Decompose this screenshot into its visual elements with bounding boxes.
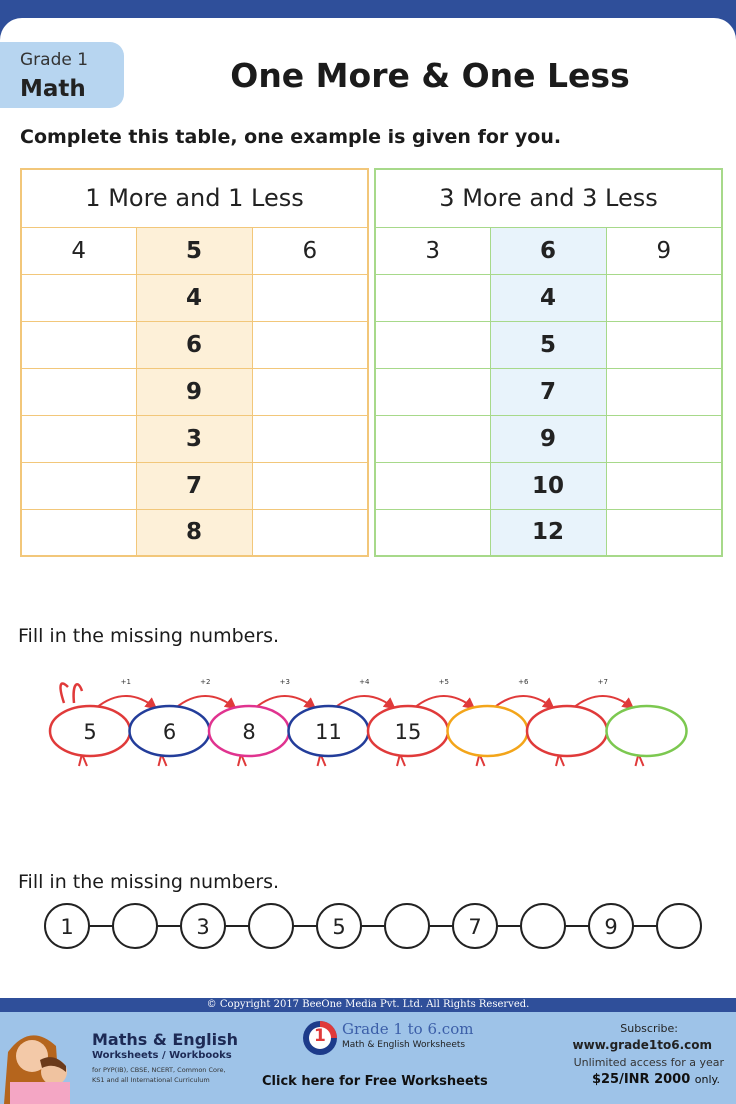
logo-title: Grade 1 to 6.com <box>342 1020 474 1038</box>
given-number-cell: 5 <box>136 227 252 274</box>
chain-number: 1 <box>60 915 74 939</box>
step-label: +7 <box>597 678 608 686</box>
answer-cell[interactable] <box>606 415 722 462</box>
chain-circle[interactable] <box>657 904 701 948</box>
kids-photo-icon <box>0 1012 80 1104</box>
given-number-cell: 6 <box>490 227 606 274</box>
logo-subtitle: Math & English Worksheets <box>342 1040 466 1050</box>
site-link[interactable]: www.grade1to6.com <box>572 1038 712 1052</box>
number-chain <box>40 896 710 956</box>
answer-cell[interactable] <box>375 321 490 368</box>
caterpillar-sequence <box>40 655 700 775</box>
answer-cell[interactable] <box>606 368 722 415</box>
step-label: +5 <box>438 678 449 686</box>
answer-cell[interactable] <box>606 509 722 556</box>
brand-subtitle: Worksheets / Workbooks <box>92 1050 232 1061</box>
free-worksheets-link[interactable]: Click here for Free Worksheets <box>262 1074 488 1089</box>
example-cell: 9 <box>606 227 722 274</box>
table-row <box>21 321 368 368</box>
access-text: Unlimited access for a year <box>573 1056 724 1069</box>
instruction-text: Complete this table, one example is given for you. <box>20 126 562 148</box>
caterpillar-number: 15 <box>394 720 422 744</box>
table-heading: 3 More and 3 Less <box>375 169 722 227</box>
table-row <box>375 462 722 509</box>
example-cell: 6 <box>252 227 368 274</box>
logo-mark: 1 <box>314 1026 326 1046</box>
table-row <box>375 321 722 368</box>
answer-cell[interactable] <box>21 274 136 321</box>
caterpillar-segment <box>289 706 369 766</box>
chain-circle <box>453 904 497 948</box>
step-arrow <box>176 678 236 708</box>
chain-circle <box>317 904 361 948</box>
table-row <box>21 368 368 415</box>
answer-cell[interactable] <box>252 462 368 509</box>
step-label: +6 <box>518 678 529 686</box>
step-label: +3 <box>279 678 290 686</box>
table-row <box>21 509 368 556</box>
caterpillar-number: 8 <box>242 720 256 744</box>
step-arrow <box>494 678 554 708</box>
chain-number: 5 <box>332 915 346 939</box>
table-row <box>21 415 368 462</box>
given-number-cell: 4 <box>136 274 252 321</box>
caterpillar-antennae <box>61 684 82 703</box>
answer-cell[interactable] <box>375 509 490 556</box>
given-number-cell: 7 <box>490 368 606 415</box>
section-label-caterpillar: Fill in the missing numbers. <box>18 625 280 647</box>
answer-cell[interactable] <box>252 321 368 368</box>
given-number-cell: 6 <box>136 321 252 368</box>
price-text <box>592 1072 720 1087</box>
brand-curriculum-line1: for PYP(IB), CBSE, NCERT, Common Core, <box>92 1066 226 1074</box>
three-more-three-less-table <box>374 168 723 557</box>
step-arrow <box>573 678 633 708</box>
table-row <box>375 509 722 556</box>
answer-cell[interactable] <box>21 509 136 556</box>
chain-circle[interactable] <box>113 904 157 948</box>
chain-circle <box>589 904 633 948</box>
brand-title: Maths & English <box>92 1030 239 1049</box>
chain-circle <box>181 904 225 948</box>
section-label-chain: Fill in the missing numbers. <box>18 871 280 893</box>
step-arrow <box>414 678 474 708</box>
table-row <box>375 415 722 462</box>
table-heading: 1 More and 1 Less <box>21 169 368 227</box>
chain-number: 9 <box>604 915 618 939</box>
caterpillar-segment[interactable] <box>527 706 607 766</box>
answer-cell[interactable] <box>252 415 368 462</box>
answer-cell[interactable] <box>606 274 722 321</box>
answer-cell[interactable] <box>21 462 136 509</box>
grade-label: Grade 1 <box>20 50 89 70</box>
given-number-cell: 9 <box>490 415 606 462</box>
step-arrow <box>335 678 395 708</box>
one-more-one-less-table <box>20 168 369 557</box>
example-cell: 4 <box>21 227 136 274</box>
given-number-cell: 9 <box>136 368 252 415</box>
step-label: +2 <box>200 678 211 686</box>
answer-cell[interactable] <box>21 321 136 368</box>
given-number-cell: 3 <box>136 415 252 462</box>
table-row <box>21 462 368 509</box>
chain-circle[interactable] <box>521 904 565 948</box>
caterpillar-segment <box>130 706 210 766</box>
caterpillar-segment <box>50 706 130 766</box>
answer-cell[interactable] <box>252 274 368 321</box>
step-arrow <box>255 678 315 708</box>
caterpillar-segment[interactable] <box>607 706 687 766</box>
caterpillar-number: 6 <box>162 720 177 744</box>
table-row <box>21 274 368 321</box>
given-number-cell: 12 <box>490 509 606 556</box>
page-title: One More & One Less <box>230 56 630 95</box>
answer-cell[interactable] <box>375 415 490 462</box>
caterpillar-segment[interactable] <box>448 706 528 766</box>
given-number-cell: 7 <box>136 462 252 509</box>
answer-cell[interactable] <box>21 368 136 415</box>
table-row <box>375 227 722 274</box>
chain-number: 7 <box>468 915 482 939</box>
caterpillar-segment <box>209 706 289 766</box>
grade-tab <box>0 42 124 108</box>
caterpillar-number: 11 <box>315 720 342 744</box>
chain-circle[interactable] <box>385 904 429 948</box>
brand-curriculum-line2: KS1 and all International Curriculum <box>92 1076 210 1084</box>
table-row <box>21 227 368 274</box>
price-value: $25/INR 2000 <box>591 1072 691 1087</box>
footer-banner <box>0 998 736 1104</box>
example-cell: 3 <box>375 227 490 274</box>
chain-circle <box>45 904 89 948</box>
step-arrow <box>96 678 156 708</box>
given-number-cell: 5 <box>490 321 606 368</box>
price-suffix: only. <box>694 1073 720 1086</box>
given-number-cell: 10 <box>490 462 606 509</box>
table-row <box>375 274 722 321</box>
answer-cell[interactable] <box>252 368 368 415</box>
step-label: +4 <box>359 678 370 686</box>
step-label: +1 <box>120 678 131 686</box>
answer-cell[interactable] <box>252 509 368 556</box>
chain-number: 3 <box>196 915 210 939</box>
answer-cell[interactable] <box>606 462 722 509</box>
table-row <box>375 368 722 415</box>
answer-cell[interactable] <box>375 274 490 321</box>
chain-circle[interactable] <box>249 904 293 948</box>
caterpillar-number: 5 <box>83 720 97 744</box>
subject-label: Math <box>20 76 86 102</box>
copyright-text: © Copyright 2017 BeeOne Media Pvt. Ltd. All Rights Reserved. <box>0 998 736 1012</box>
answer-cell[interactable] <box>606 321 722 368</box>
given-number-cell: 4 <box>490 274 606 321</box>
subscribe-label: Subscribe: <box>620 1022 678 1035</box>
answer-cell[interactable] <box>21 415 136 462</box>
caterpillar-segment <box>368 706 448 766</box>
answer-cell[interactable] <box>375 462 490 509</box>
answer-cell[interactable] <box>375 368 490 415</box>
given-number-cell: 8 <box>136 509 252 556</box>
